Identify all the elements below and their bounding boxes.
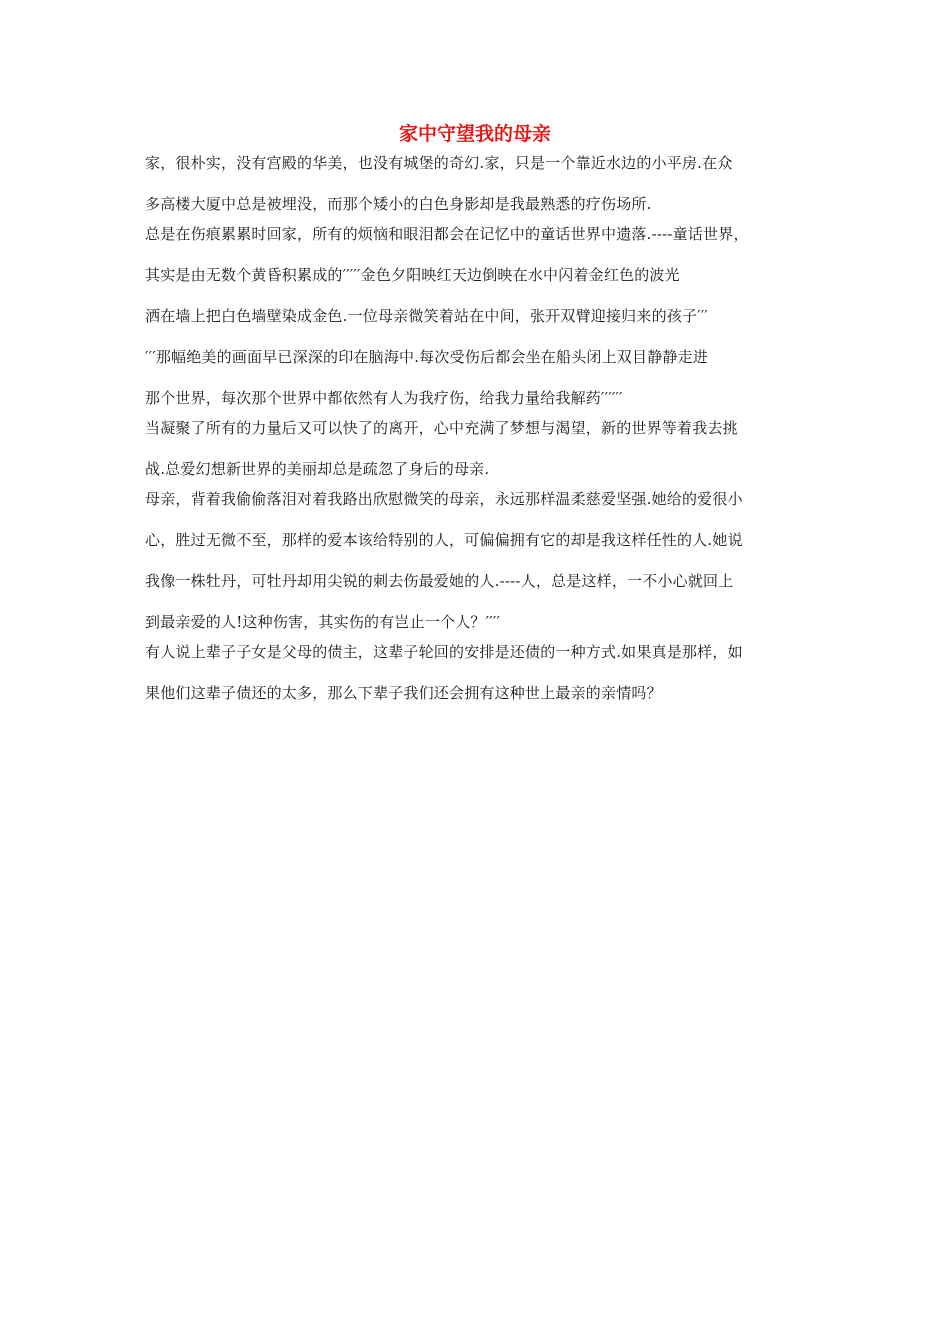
text-line: 家，很朴实，没有宫殿的华美，也没有城堡的奇幻.家，只是一个靠近水边的小平房.在众: [145, 154, 733, 172]
document-title: 家中守望我的母亲: [398, 123, 551, 145]
text-line: 心，胜过无微不至，那样的爱本该给特别的人，可偏偏拥有它的却是我这样任性的人.她说: [145, 531, 743, 549]
text-line: 总是在伤痕累累时回家，所有的烦恼和眼泪都会在记忆中的童话世界中遗落.----童话世界，: [145, 225, 749, 243]
text-line: 那个世界，每次那个世界中都依然有人为我疗伤，给我力量给我解药′′′′′′: [145, 389, 623, 407]
text-line: 战.总爱幻想新世界的美丽却总是疏忽了身后的母亲.: [145, 460, 490, 478]
text-line: 有人说上辈子子女是父母的债主，这辈子轮回的安排是还债的一种方式.如果真是那样，如: [145, 643, 743, 661]
text-line: 多高楼大厦中总是被埋没，而那个矮小的白色身影却是我最熟悉的疗伤场所.: [145, 195, 652, 213]
document-body: [145, 149, 813, 709]
text-line: 果他们这辈子债还的太多，那么下辈子我们还会拥有这种世上最亲的亲情吗？: [145, 684, 662, 702]
text-line: 其实是由无数个黄昏积累成的′′′′′金色夕阳映红天边倒映在水中闪着金红色的波光: [145, 266, 680, 284]
text-line: 母亲，背着我偷偷落泪对着我路出欣慰微笑的母亲，永远那样温柔慈爱坚强.她给的爱很小: [145, 490, 743, 508]
text-line: ′′′那幅绝美的画面早已深深的印在脑海中.每次受伤后都会坐在船头闭上双目静静走进: [145, 348, 708, 366]
text-line: 洒在墙上把白色墙壁染成金色.一位母亲微笑着站在中间，张开双臂迎接归来的孩子′′′: [145, 307, 708, 325]
text-line: 我像一株牡丹，可牡丹却用尖锐的刺去伤最爱她的人.----人，总是这样，一不小心就回上: [145, 572, 734, 590]
text-line: 到最亲爱的人!这种伤害，其实伤的有岂止一个人？′′′′: [145, 613, 501, 631]
text-line: 当凝聚了所有的力量后又可以快了的离开，心中充满了梦想与渴望，新的世界等着我去挑: [145, 419, 738, 437]
